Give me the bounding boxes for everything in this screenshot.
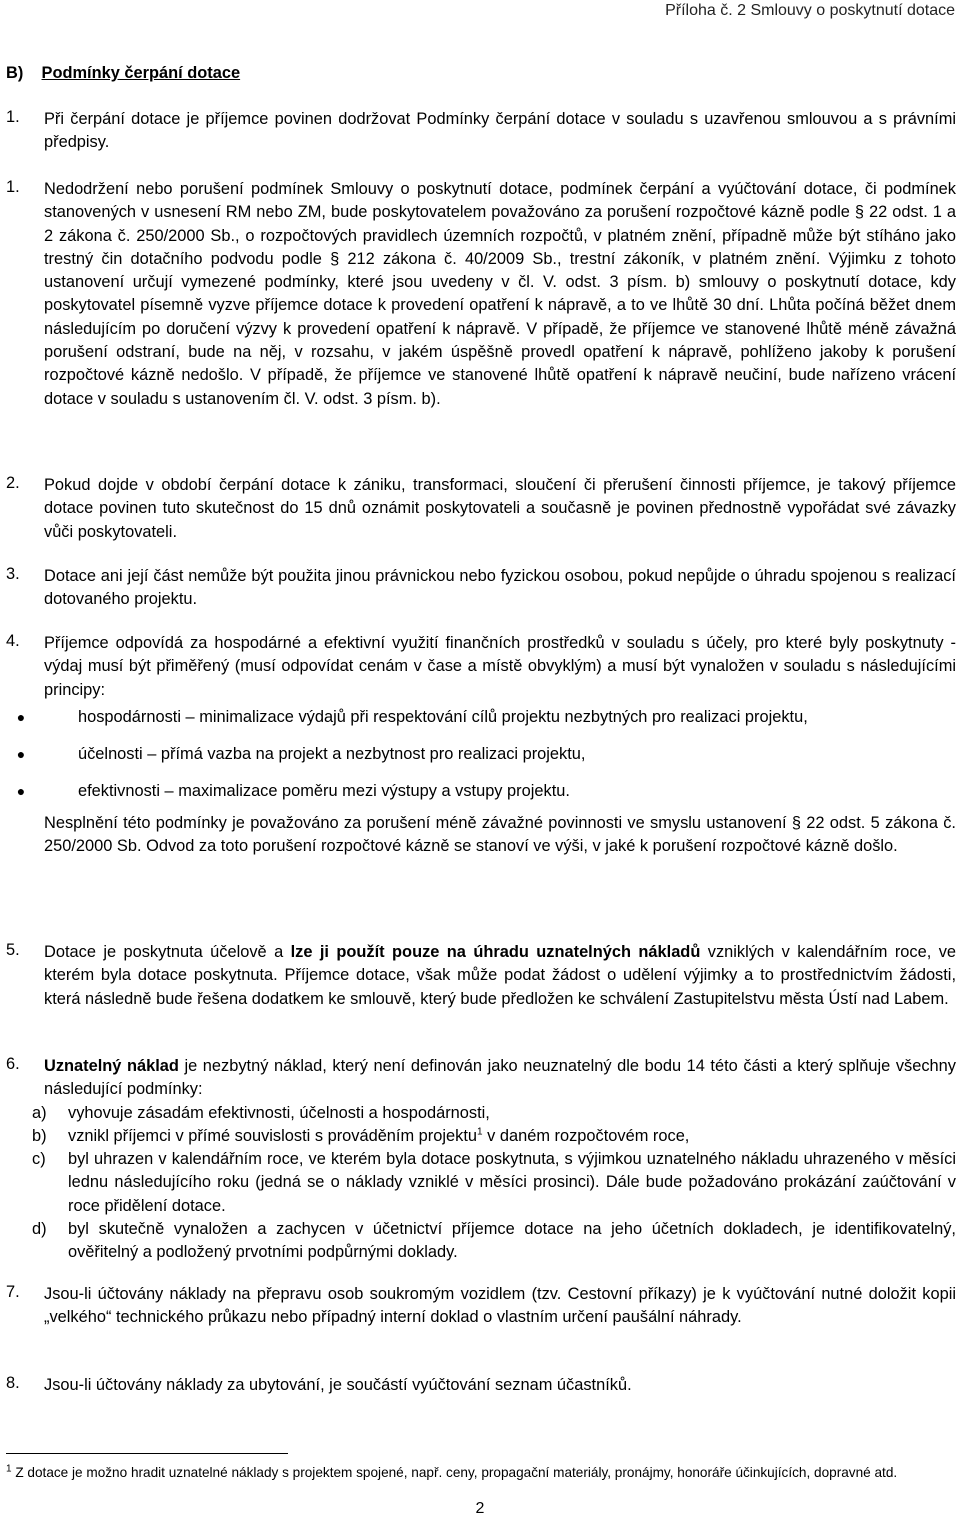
emphasis-text: lze ji použít pouze na úhradu uznatelných nákladů	[290, 943, 701, 961]
item-number: 1.	[6, 108, 20, 126]
item-text: Při čerpání dotace je příjemce povinen dodržovat Podmínky čerpání dotace v souladu s uzavřenou smlouvou a s právními předpisy.	[44, 110, 956, 152]
item-number: 8.	[6, 1374, 20, 1392]
bullet-item: ● účelnosti – přímá vazba na projekt a nezbytnost pro realizaci projektu,	[78, 743, 956, 766]
bullet-item: ● hospodárnosti – minimalizace výdajů při respektování cílů projektu nezbytných pro realizaci projektu,	[78, 706, 956, 729]
list-item	[6, 941, 956, 1011]
item-text: Dotace ani její část nemůže být použita jinou právnickou nebo fyzickou osobou, pokud nepůjde o úhradu spojenou s realizací dotovaného projektu.	[44, 567, 956, 609]
item-text: Příjemce odpovídá za hospodárné a efektivní využití finančních prostředků v souladu s účely, pro které byly poskytnuty - výdaj musí být přiměřený (musí odpovídat cenám v čase a místě obvyklým) a musí být vynaložen v souladu s následujícími principy:	[44, 634, 956, 699]
conditions-list	[6, 1102, 956, 1265]
bullet-icon: ●	[16, 708, 26, 725]
item-text: Jsou-li účtovány náklady za ubytování, je součástí vyúčtování seznam účastníků.	[44, 1376, 632, 1394]
section-title	[6, 64, 240, 83]
bullet-icon: ●	[16, 746, 26, 763]
page-header: Příloha č. 2 Smlouvy o poskytnutí dotace	[665, 2, 955, 19]
item-number: 2.	[6, 474, 20, 492]
bullet-item: ● efektivnosti – maximalizace poměru mezi výstupy a vstupy projektu.	[78, 780, 956, 803]
bullet-icon: ●	[16, 783, 26, 800]
list-item	[6, 108, 956, 155]
section-title-text: Podmínky čerpání dotace	[41, 64, 241, 82]
item-number: 4.	[6, 632, 20, 650]
list-item	[6, 1283, 956, 1330]
condition-item: a) vyhovuje zásadám efektivnosti, účelnosti a hospodárnosti,	[32, 1103, 490, 1122]
item-text: Pokud dojde v období čerpání dotace k zániku, transformaci, sloučení či přerušení činnosti příjemce, je takový příjemce dotace povinen tuto skutečnost do 15 dnů oznámit poskytovateli a současně je povinen přednostně vypořádat své závazky vůči poskytovateli.	[44, 476, 956, 541]
list-item	[6, 1374, 956, 1397]
item-number: 3.	[6, 565, 20, 583]
item-number: 5.	[6, 941, 20, 959]
principles-list	[6, 706, 956, 804]
emphasis-text: Uznatelný náklad	[44, 1057, 179, 1075]
list-item	[6, 565, 956, 612]
list-item	[6, 474, 956, 544]
footnote-mark: 1	[6, 1463, 12, 1475]
page-number: 2	[475, 1500, 485, 1517]
item-text: Jsou-li účtovány náklady na přepravu osob soukromým vozidlem (tzv. Cestovní příkazy) je k vyúčtování nutné doložit kopii „velkého“ technického průkazu nebo případný interní doklad o vlastním určení paušální náhrady.	[44, 1285, 956, 1327]
item-number: 6.	[6, 1055, 20, 1073]
item-text: Dotace je poskytnuta účelově a lze ji použít pouze na úhradu uznatelných nákladů vzniklých v kalendářním roce, ve kterém byla dotace poskytnuta. Příjemce dotace, však může podat žádost o udělení výjimky a to prostřednictvím žádosti, která následně bude řešena dodatkem ke smlouvě, který bude předložen ke schválení Zastupitelstvu města Ústí nad Labem.	[44, 943, 957, 1008]
item-number: 1.	[6, 178, 20, 196]
item-text: Nedodržení nebo porušení podmínek Smlouvy o poskytnutí dotace, podmínek čerpání a vyúčtování dotace, či podmínek stanovených v usnesení RM nebo ZM, bude poskytovatelem považováno za porušení rozpočtové kázně podle § 22 odst. 1 a 2 zákona č. 250/2000 Sb., o rozpočtových pravidlech územních rozpočtů, v platném znění, případně může být stíháno jako trestný čin dotačního podvodu podle § 212 zákona č. 40/2009 Sb., trestní zákoník, v platném znění. Výjimku z tohoto ustanovení určují vymezené podmínky, které jsou uvedeny v čl. V. odst. 3 písm. b) smlouvy o poskytnutí dotace, kdy poskytovatel písemně vyzve příjemce dotace k provedení opatření k nápravě, a to ve lhůtě 30 dní. Lhůta počíná běžet dnem následujícím po doručení výzvy k provedení opatření k nápravě. V případě, že příjemce ve stanovené lhůtě méně závažná porušení odstraní, bude na něj, v rozsahu, v jakém úspěšně provedl opatření k nápravě, pohlíženo jakoby k porušení rozpočtové kázně nedošlo. V případě, že příjemce ve stanovené lhůtě opatření k nápravě neučiní, bude nařízeno vrácení dotace v souladu s ustanovením čl. V. odst. 3 písm. b).	[44, 180, 956, 408]
footnote-divider	[6, 1453, 288, 1454]
condition-item: c) byl uhrazen v kalendářním roce, ve kterém byla dotace poskytnuta, s výjimkou uznatelného nákladu uhrazeného v měsíci lednu následujícího roku (jedná se o náklady vzniklé v měsíci prosinci). Dále bude požadováno prokázání zaúčtování v roce přidělení dotace.	[32, 1150, 956, 1215]
condition-item: d) byl skutečně vynaložen a zachycen v účetnictví příjemce dotace na jeho účetních dokladech, je identifikovatelný, ověřitelný a podložený prvotními podpůrnými doklady.	[32, 1220, 956, 1262]
list-item	[6, 632, 956, 858]
footnote-ref: 1	[477, 1126, 483, 1138]
section-prefix: B)	[6, 64, 24, 82]
item-number: 7.	[6, 1283, 20, 1301]
item-after-text: Nesplnění této podmínky je považováno za porušení méně závažné povinnosti ve smyslu ustanovení § 22 odst. 5 zákona č. 250/2000 Sb. Odvod za toto porušení rozpočtové kázně se stanoví ve výši, v jaké k porušení rozpočtové kázně došlo.	[44, 813, 956, 856]
list-item	[6, 178, 956, 411]
condition-item: b) vznikl příjemci v přímé souvislosti s prováděním projektu$^1$ v daném rozpočtovém roce,	[32, 1126, 690, 1145]
list-item	[6, 1055, 956, 1265]
item-text: Uznatelný náklad je nezbytný náklad, který není definován jako neuznatelný dle bodu 14 této části a který splňuje všechny následující podmínky:	[44, 1057, 956, 1099]
footnote: $^1$ Z dotace je možno hradit uznatelné náklady s projektem spojené, např. ceny, propagační materiály, pronájmy, honoráře účinkujících, dopravné atd.	[6, 1463, 898, 1480]
